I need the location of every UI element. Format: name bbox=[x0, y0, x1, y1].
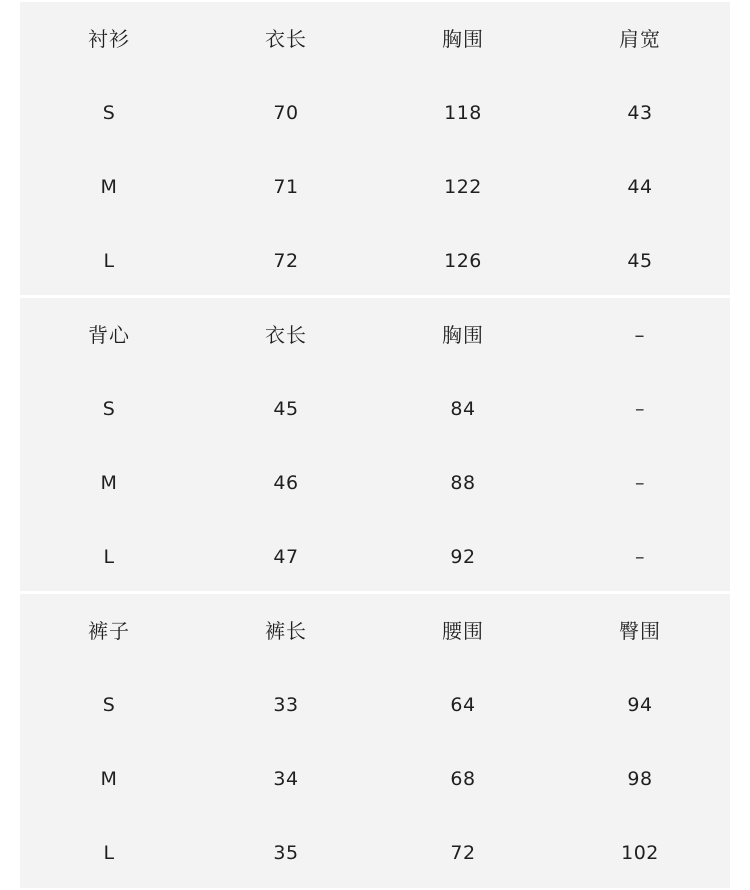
category-label: 背心 bbox=[88, 323, 130, 347]
table-row bbox=[20, 520, 730, 594]
vest-size-table bbox=[20, 298, 730, 591]
table-cell: 46 bbox=[273, 472, 299, 494]
table-cell: 44 bbox=[627, 176, 653, 198]
table-row bbox=[20, 224, 730, 298]
size-label: S bbox=[102, 398, 116, 420]
table-header-row bbox=[20, 594, 730, 668]
table-cell: – bbox=[635, 398, 645, 420]
size-label: M bbox=[100, 472, 118, 494]
table-cell: 98 bbox=[627, 768, 653, 790]
table-cell: 35 bbox=[273, 842, 299, 864]
table-row bbox=[20, 446, 730, 520]
table-cell: 45 bbox=[273, 398, 299, 420]
table-cell: 122 bbox=[444, 176, 482, 198]
column-header: 腰围 bbox=[442, 619, 484, 643]
size-label: L bbox=[103, 842, 115, 864]
table-cell: 70 bbox=[273, 102, 299, 124]
column-header: 肩宽 bbox=[619, 27, 661, 51]
table-row bbox=[20, 372, 730, 446]
table-row bbox=[20, 742, 730, 816]
table-row bbox=[20, 816, 730, 890]
table-cell: 45 bbox=[627, 250, 653, 272]
table-cell: 126 bbox=[444, 250, 482, 272]
column-header: 臀围 bbox=[619, 619, 661, 643]
size-label: M bbox=[100, 176, 118, 198]
table-cell: 72 bbox=[450, 842, 476, 864]
table-cell: 34 bbox=[273, 768, 299, 790]
size-label: S bbox=[102, 102, 116, 124]
category-label: 裤子 bbox=[88, 619, 130, 643]
column-header: 衣长 bbox=[265, 323, 307, 347]
column-header: – bbox=[634, 323, 646, 347]
category-label: 衬衫 bbox=[88, 27, 130, 51]
table-cell: 88 bbox=[450, 472, 476, 494]
column-header: 胸围 bbox=[442, 27, 484, 51]
size-label: L bbox=[103, 250, 115, 272]
column-header: 衣长 bbox=[265, 27, 307, 51]
table-row bbox=[20, 76, 730, 150]
size-label: L bbox=[103, 546, 115, 568]
table-cell: 47 bbox=[273, 546, 299, 568]
table-cell: 102 bbox=[621, 842, 659, 864]
table-cell: 68 bbox=[450, 768, 476, 790]
column-header: 胸围 bbox=[442, 323, 484, 347]
table-cell: 84 bbox=[450, 398, 476, 420]
pants-size-table bbox=[20, 594, 730, 888]
table-cell: 43 bbox=[627, 102, 653, 124]
size-label: S bbox=[102, 694, 116, 716]
table-row bbox=[20, 668, 730, 742]
table-cell: 64 bbox=[450, 694, 476, 716]
shirt-size-table bbox=[20, 2, 730, 295]
table-cell: – bbox=[635, 472, 645, 494]
table-cell: 92 bbox=[450, 546, 476, 568]
column-header: 裤长 bbox=[265, 619, 307, 643]
table-cell: 33 bbox=[273, 694, 299, 716]
table-cell: 118 bbox=[444, 102, 482, 124]
table-cell: 72 bbox=[273, 250, 299, 272]
size-label: M bbox=[100, 768, 118, 790]
table-header-row bbox=[20, 298, 730, 372]
table-row bbox=[20, 150, 730, 224]
table-header-row bbox=[20, 2, 730, 76]
table-cell: 71 bbox=[273, 176, 299, 198]
table-cell: 94 bbox=[627, 694, 653, 716]
table-cell: – bbox=[635, 546, 645, 568]
